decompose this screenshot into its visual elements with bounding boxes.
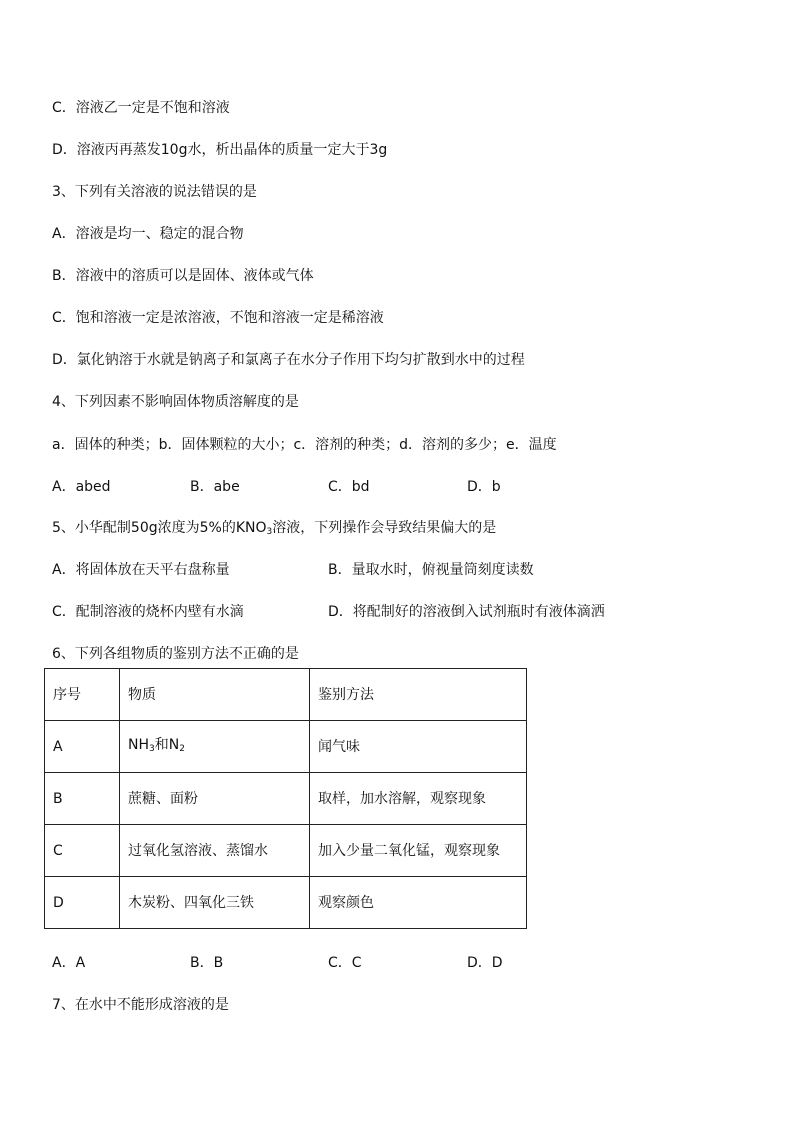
row-substance: 蔗糖、面粉 (120, 773, 310, 825)
substance-part: 和N (154, 736, 180, 753)
substance-subscript: 2 (179, 743, 185, 754)
q3-option-d: D．氯化钠溶于水就是钠离子和氯离子在水分子作用下均匀扩散到水中的过程 (52, 352, 525, 368)
q5-option-b: B．量取水时，俯视量筒刻度读数 (328, 562, 534, 578)
q6-option-a: A．A (52, 955, 86, 971)
q6-stem: 6、下列各组物质的鉴别方法不正确的是 (52, 646, 299, 662)
table-header-row (45, 669, 527, 721)
row-id: B (45, 773, 120, 825)
table-row (45, 721, 527, 773)
q3-option-b: B．溶液中的溶质可以是固体、液体或气体 (52, 268, 314, 284)
q4-stem: 4、下列因素不影响固体物质溶解度的是 (52, 394, 299, 410)
header-cell-substance: 物质 (120, 669, 310, 721)
q4-option-b: B．abe (190, 479, 240, 495)
q6-option-b: B．B (190, 955, 224, 971)
q6-table (44, 668, 527, 929)
q4-option-c: C．bd (328, 479, 370, 495)
row-substance (120, 721, 310, 773)
substance-subscript: 3 (149, 743, 155, 754)
row-id: D (45, 877, 120, 929)
row-method: 观察颜色 (310, 877, 527, 929)
q6-option-d: D．D (467, 955, 503, 971)
q4-option-a: A．abed (52, 479, 111, 495)
q2-option-d: D．溶液丙再蒸发10g水，析出晶体的质量一定大于3g (52, 142, 388, 158)
substance-part: NH (128, 736, 149, 753)
q4-factors: a．固体的种类；b．固体颗粒的大小；c．溶剂的种类；d．溶剂的多少；e．温度 (52, 437, 557, 453)
q5-stem-subscript: 3 (266, 527, 273, 537)
header-cell-id: 序号 (45, 669, 120, 721)
table-row (45, 773, 527, 825)
q5-stem-pre: 5、小华配制50g浓度为5%的KNO (52, 520, 267, 536)
q3-option-a: A．溶液是均一、稳定的混合物 (52, 226, 244, 242)
q5-option-d: D．将配制好的溶液倒入试剂瓶时有液体滴洒 (328, 604, 605, 620)
row-substance: 木炭粉、四氧化三铁 (120, 877, 310, 929)
q4-option-d: D．b (467, 479, 501, 495)
row-method: 加入少量二氧化锰，观察现象 (310, 825, 527, 877)
row-id: C (45, 825, 120, 877)
table-row (45, 825, 527, 877)
table-row (45, 877, 527, 929)
row-method: 闻气味 (310, 721, 527, 773)
q3-option-c: C．饱和溶液一定是浓溶液，不饱和溶液一定是稀溶液 (52, 310, 384, 326)
row-substance: 过氧化氢溶液、蒸馏水 (120, 825, 310, 877)
q5-option-a: A．将固体放在天平右盘称量 (52, 562, 230, 578)
q5-stem (52, 518, 496, 542)
row-method: 取样，加水溶解，观察现象 (310, 773, 527, 825)
header-cell-method: 鉴别方法 (310, 669, 527, 721)
q3-stem: 3、下列有关溶液的说法错误的是 (52, 184, 257, 200)
q7-stem: 7、在水中不能形成溶液的是 (52, 997, 229, 1013)
q6-option-c: C．C (328, 955, 362, 971)
q2-option-c: C．溶液乙一定是不饱和溶液 (52, 100, 230, 116)
row-id: A (45, 721, 120, 773)
q5-option-c: C．配制溶液的烧杯内壁有水滴 (52, 604, 244, 620)
q5-stem-post: 溶液，下列操作会导致结果偏大的是 (272, 520, 497, 536)
